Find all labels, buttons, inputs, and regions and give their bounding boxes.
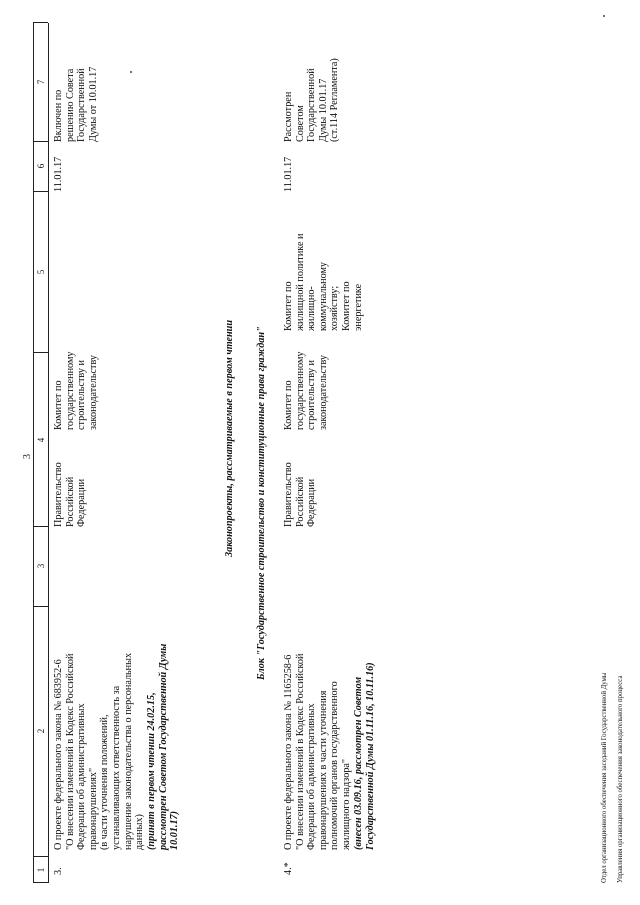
- initiator: Правительство Российской Федерации: [283, 462, 318, 527]
- section-heading: Законопроекты, рассматриваемые в первом чтении: [224, 319, 235, 557]
- bill-title: О проекте федерального закона № 1165258-6 "О внесении изменений в Кодекс Российской Федерации об административных правонарушениях в части уточнения полномочий органов государственного жилищного надзора": [283, 653, 352, 850]
- col-border-6: [33, 141, 48, 142]
- date: 11.01.17: [53, 156, 64, 192]
- scan-speck: [603, 15, 605, 17]
- col-header-6: 6: [36, 163, 46, 169]
- decision: Рассмотрен Советом Государственной Думы 10.01.17 (ст.114 Регламента): [283, 58, 341, 142]
- bill-title: О проекте федерального закона № 683952-6 "О внесении изменений в Кодекс Российской Федерации об административных правонарушениях" (в части уточнения положений, устанавливающих ответственность за нарушение законодательства о персональных данных): [53, 652, 146, 850]
- scan-speck: [130, 71, 132, 73]
- col-border-2: [33, 606, 48, 607]
- table-header-bottom-border: [48, 23, 49, 883]
- footer-department: [593, 583, 625, 883]
- col-border-1: [33, 856, 48, 857]
- table-top-border: [33, 23, 34, 883]
- date: 11.01.17: [283, 156, 294, 192]
- responsible-committee: Комитет по государственному строительству и законодательству: [53, 351, 99, 430]
- bill-status-note: (внесен 03.09.16, рассмотрен Советом Государственной Думы 01.11.16, 10.11.16): [353, 662, 376, 850]
- col-border-4: [33, 352, 48, 353]
- col-header-1: 1: [36, 867, 46, 873]
- block-heading: Блок "Государственное строительство и конституционные права граждан": [256, 326, 267, 680]
- col-border-7: [33, 22, 48, 23]
- footer-line-2: Управления организационного обеспечения законодательного процесса: [617, 675, 624, 883]
- row-number: 3.: [53, 867, 64, 875]
- co-committees: Комитет по жилищной политике и жилищно- коммунальному хозяйству; Комитет по энергетике: [283, 233, 364, 331]
- col-header-5: 5: [36, 269, 46, 275]
- col-header-3: 3: [36, 563, 46, 569]
- bill-status-note: (принят в первом чтении 24.02.15, рассмотрен Советом Государственной Думы 10.01.17): [146, 643, 181, 850]
- initiator: Правительство Российской Федерации: [53, 462, 88, 527]
- col-border-0: [33, 882, 48, 883]
- col-header-4: 4: [36, 437, 46, 443]
- col-border-5: [33, 191, 48, 192]
- col-header-7: 7: [36, 79, 46, 85]
- col-border-3: [33, 526, 48, 527]
- decision: Включен по решению Совета Государственной Думы от 10.01.17: [53, 66, 99, 142]
- row-number: 4.*: [283, 862, 294, 875]
- page-number: 3: [22, 454, 33, 459]
- col-header-2: 2: [36, 728, 46, 734]
- responsible-committee: Комитет по государственному строительству и законодательству: [283, 351, 329, 430]
- footer-line-1: Отдел организационного обеспечения заседаний Государственной Думы: [601, 672, 608, 883]
